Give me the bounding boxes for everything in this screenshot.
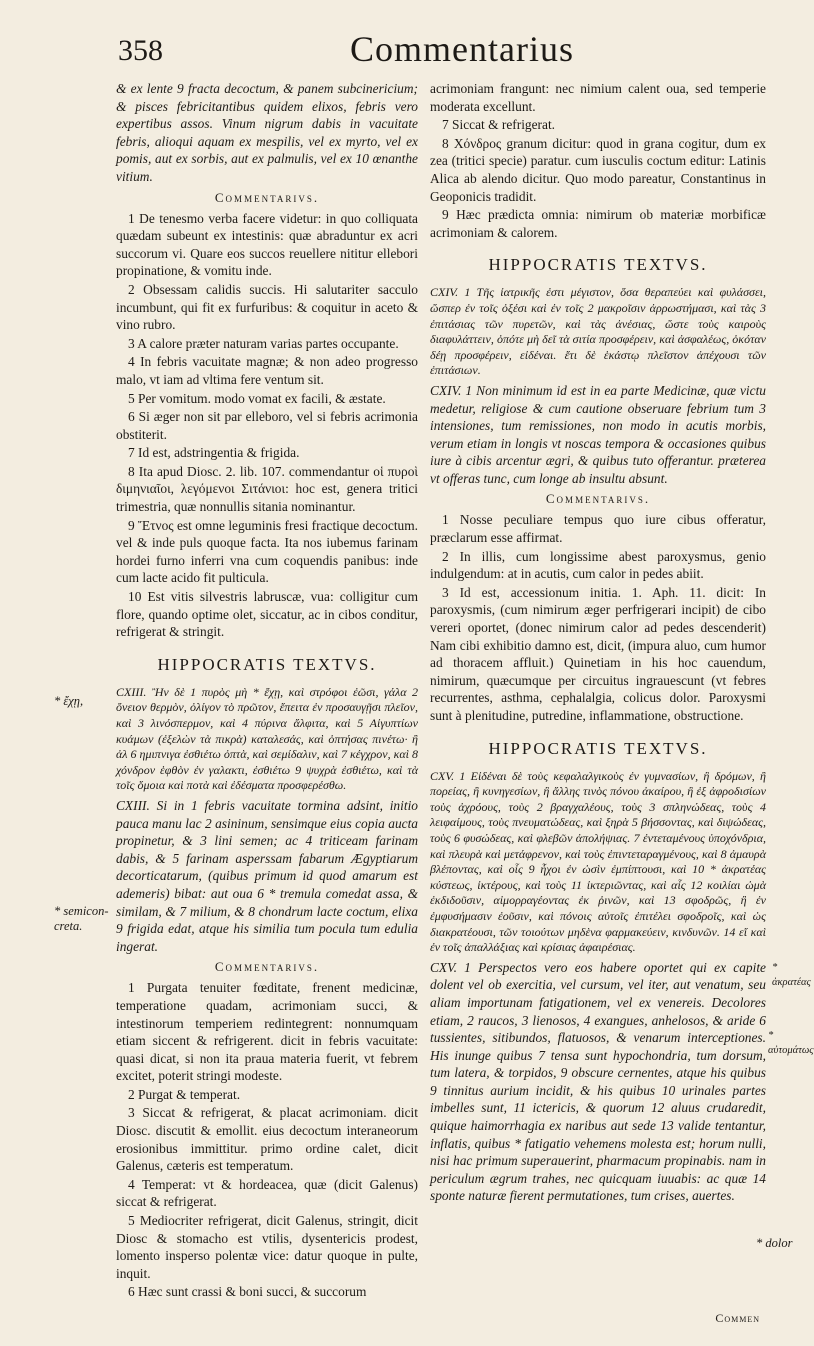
hippocratis-heading-right-2: HIPPOCRATIS TEXTVS. [488, 738, 708, 758]
margin-note-right-greek-2: * αὐτομάτως [768, 1030, 814, 1056]
commentary-item: 9 Hæc prædicta omnia: nimirum ob materiæ morbificæ acrimoniam & calorem. [430, 207, 766, 240]
margin-note-dolor: * dolor [756, 1236, 793, 1250]
hippocratis-heading-left: HIPPOCRATIS TEXTVS. [157, 654, 377, 674]
commentary-item: 3 Siccat & refrigerat, & placat acrimoniam. dicit Diosc. discutit & emollit. eius decoctum interaneorum erosionibus immittitur. primo ordine calet, dicit Galenus, cæteris est temperatum. [116, 1105, 418, 1174]
commentary-item: 7 Siccat & refrigerat. [442, 117, 556, 133]
right-column [430, 80, 766, 1208]
margin-note-greek: * ἔχῃ, [54, 694, 84, 708]
greek-text-cxiii: CXIII. Ἢν δὲ 1 πυρὸς μὴ * ἔχῃ, καὶ στρόφοι ἐῶσι, γάλα 2 ὄνειον θερμὸν, ὀλίγον τὸ πρῶτον, ἔπειτα ἐν προσαυγῇσι πλεῖον, καὶ 3 λινόσπερμον, καὶ 4 πύρινα ἄλφιτα, καὶ 5 Αἰγυπτίων κυάμων (ἐξελὼν τὰ πικρὰ) καταλεσάς, καὶ ὁπτήσας πινέτω· ἢ ἀλ 6 ημιπνιγα ἐσθιέτω ὀπτὰ, καὶ σεμίδαλιν, καὶ 7 κέγχρον, καὶ 8 χόνδρον ἑφθὸν ἐν γαλακτι, ἐσθιέτω 9 ψυχρὰ ἐσθιέτω, καὶ τὰ τοῖς ὅμοια καὶ ποτὰ καὶ ἐδέσματα προσφερέσθω. [116, 684, 418, 793]
latin-text-cxiv: CXIV. 1 Non minimum id est in ea parte Medicinæ, quæ victu medetur, religiose & cum cautione obseruare febrium tum 3 intensiones, tum remissiones, non modo in acutis morbis, verum etiam in longis vt noscas tempora & occasiones quibus iure à cibis arcentur ægri, & quibus tuto offerantur. præterea vt offeras tunc, cum longe ab insultu absunt. [430, 382, 766, 486]
commentary-heading-1: Commentarivs. [214, 189, 320, 205]
commentary-item: 1 De tenesmo verba facere videtur: in quo colliquata quædam subeunt ex intestinis: quæ abraduntur ex acri succorum vi. Quare eos succos reuellere nititur ellebori propinatione, & vomitu inde. [116, 210, 418, 279]
commentary-item: 7 Id est, adstringentia & frigida. [128, 445, 300, 461]
commentary-item: 2 Obsessam calidis succis. Hi salutariter sacculo incumbunt, qui fit ex furfuribus: & coquitur in aceto & vino rubro. [116, 281, 418, 333]
left-top-text: & ex lente 9 fracta decoctum, & panem subcinericium; & pisces febricitantibus quidem elixos, febris vero expertibus assos. Vinum nigrum dabis in vacuitate febris, alioqui aquam ex mespilis, vel ex myrto, vel ex pomis, aut ex sorbis, aut ex palmulis, vel ex 10 œnanthe vitium. [116, 81, 418, 184]
commentary-item: 5 Per vomitum. modo vomat ex facili, & æstate. [128, 390, 386, 406]
commentary-item: 8 Χόνδρος granum dicitur: quod in grana cogitur, dum ex zea (tritici specie) paratur. cum iusculis coctum editur: Latinis Alica ab alendo dicitur. Quo modo pareatur, Constantinus in Geoponicis tradidit. [430, 135, 766, 204]
latin-text-cxv: CXV. 1 Perspectos vero eos habere oportet qui ex capite dolent vel ob exercitia, vel cursum, vel iter, aut venatum, seu aliam importunam fatigationem, vel ex venereis. Decolores etiam, 2 raucos, 3 lienosos, 4 exangues, anhelosos, & aride 6 tussientes, sitibundos, flatuosos, & venarum interceptiones. His inunge quibus 7 tensa sunt hypochondria, tum dorsum, tum latera, & torpidos, 9 obscure cernentes, atque his quibus 9 tinnitus aurium incidit, & his quibus 10 urinales partes imbelles sunt, 11 ictericis, & quorum 12 aluus crudaredit, quique haimorrhagia ex naribus aut sede 13 valide tentantur, inflatis, quibus * fatigatio vehemens molesta est; horum nulli, nisi hac primum superauerint, pharmacum propinabis. nam in periculum ægrum trahes, nec quicquam iuuabis: ac quæ 14 sponte naturæ fierent permutationes, tum crises, auertes. [430, 959, 766, 1204]
page-header [118, 28, 758, 78]
commentary-item: 1 Purgata tenuiter fœditate, frenent medicinæ, temperatione quadam, acrimoniam succi, & intestinorum temperiem redintegrent: nonnumquam etiam siccent & refrigerent. dicit in febris vacuitate: quasi dicat, si non ita praua materia fuerit, vt febrem excitet, poterit stringi modeste. [116, 980, 418, 1084]
commentary-heading-3: Commentarivs. [545, 491, 651, 507]
commentary-item: 1 Nosse peculiare tempus quo iure cibus offeratur, præclarum esse affirmat. [430, 512, 766, 546]
latin-text-cxiii: CXIII. Si in 1 febris vacuitate tormina adsint, initio pauca manu lac 2 asininum, sensimque eius copia aucta propinetur, & 3 lini semen; ac 4 triticeam farinam dabis, & 5 farinam asperssam fabarum Ægyptiarum decorticatarum, (quibus primum id quod amarum est ademeris) bibat: aut oua 6 * tremula comedat assa, & similam, & 7 milium, & 8 chondrum lacte coctum, elixa 9 frigida edat, atque his similia tum pocula tum edulia ingerat. [116, 797, 418, 954]
commentary-heading-2: Commentarivs. [214, 959, 320, 975]
commentary-list-3 [430, 511, 766, 724]
right-top-list [430, 116, 766, 241]
commentary-item: 3 Id est, accessionum initia. 1. Aph. 11. dicit: In paroxysmis, (cum nimirum æger perfrigerari incipit) de cibo vereri oportet, (donec nimirum calor ad pedes descenderit) Nam cibi exhibitio damno est, dicit, (impura aluo, cum humor ad thoracem affluit.) Quinetiam in his hoc cauendum, nimirum, quæcumque per circuitus ingrauescunt (vt febres recurrentes, asthma, cephalalgia, colicus dolor. Paroxysmi sunt à plenitudine, putredine, inflammatione, obstructione. [430, 584, 766, 723]
commentary-list-2 [116, 979, 418, 1301]
commentary-item: 9 Ἔτνος est omne leguminis fresi fractique decoctum. vel & inde puls quoque facta. Ita nos iubemus farinam hordei furno inferri vna cum coquendis panibus: inde cum lacte acido fit pulticula. [116, 517, 418, 586]
left-column [116, 80, 418, 1302]
commentary-item: 6 Si æger non sit par elleboro, vel si febris acrimonia obstiterit. [116, 409, 418, 442]
catchword: Commen [715, 1311, 760, 1325]
commentary-item: 6 Hæc sunt crassi & boni succi, & succorum [128, 1284, 367, 1300]
commentary-item: 2 Purgat & temperat. [128, 1086, 241, 1102]
margin-note-right-greek-1: * ἀκρατέας [772, 962, 811, 988]
commentary-item: 4 Temperat: vt & hordeacea, quæ (dicit Galenus) siccat & refrigerat. [116, 1176, 418, 1210]
commentary-item: 5 Mediocriter refrigerat, dicit Galenus, stringit, dicit Diosc & stomacho est vtilis, dysentericis prodest, lomento insperso polentæ vice: datur quoque in pulte, inquit. [116, 1213, 418, 1281]
hippocratis-heading-right-1: HIPPOCRATIS TEXTVS. [488, 255, 708, 275]
commentary-item: 8 Ita apud Diosc. 2. lib. 107. commendantur οἱ πυροὶ διμηνιαῖοι, λεγόμενοι Σιτάνιοι: hoc est, genera tritici trimestria, quæ nonnullis sitania nominantur. [116, 463, 418, 515]
right-top-text: acrimoniam frangunt: nec nimium calent oua, sed temperie moderata excellunt. [430, 81, 766, 114]
margin-note-semiconcreta: * semicon- creta. [54, 904, 109, 933]
greek-text-cxv: CXV. 1 Εἰδέναι δὲ τοὺς κεφαλαλγικοὺς ἐν γυμνασίων, ἢ δρόμων, ἢ πορείας, ἢ κυνηγεσίων, ἢ ἄλλης τινὸς πόνου ἀκαίρου, ἢ ἐξ ἀφροδισίων τοὺς ἀχρόους, τοὺς 2 βραγχαλέους, τοὺς 3 σπληνώδεας, τοὺς 4 λειφαίμους, τοὺς πνευματώδεας, καὶ ξηρὰ 5 βήσσοντας, καὶ διψώδεας, τοὺς 6 φυσώδεας, καὶ φλεβῶν ἀπολήψιας. 7 ἐντεταμένους ὑποχόνδρια, καὶ πλευρὰ καὶ μετάφρενον, καὶ τοὺς ἐπιντεταραγμένους, καὶ 8 ἀμαυρὰ βλέποντας, καὶ οἷς 9 ἦχοι ἐν ὠσὶν ἐμπίπτουσι, καὶ 10 * ἀκρατέας κύστεως, ἰκτέρους, καὶ τοὺς 11 ἰκτεριῶντας, καὶ αἷς 12 κοιλίαι ὠμὰ ἐκδιδοῦσιν, αἱμορραγέοντας ἐκ ῥινῶν, καὶ 13 σφοδρῶς, ἢ ἐν ἐμφυσήμασιν ἐοῦσιν, καὶ πόνοις αὐτοῖς ἐπιτέλει σφοδροῖς, καὶ ὡς διακρατέουσι, τῶν τοιούτων μηδὲνα φαρμακεύειν, κινδυνῶν. 14 εἴ καὶ ἐν τοῖς ἀπαλλάξιας καὶ κρίσιας ἀφαιρέσιας. [430, 768, 766, 955]
greek-text-cxiv: CXIV. 1 Τῆς ἰατρικῆς ἐστι μέγιστον, ὅσα θεραπεύει καὶ φυλάσσει, ὥσπερ ἐν τοῖς ὀξέσι καὶ ἐν τοῖς 2 μακροῖσιν ἀρρωστήμασι, καὶ τὰς 3 ἐπιτάσιας τῶν πυρετῶν, καὶ τὰς ἀνέσιας, ὥστε τοὺς καιροὺς διαφυλάττειν, ὁπότε μὴ δεῖ τὰ σιτία προσφέρειν, καὶ ἀσφαλέως, ὁκόταν δέῃ προσφέρειν, εἰδέναι. ἔτι δὲ ἑκάστῳ πλεῖστον ἀπέχουσι τῶν ἐπιτάσιων. [430, 285, 766, 378]
commentary-item: 4 In febris vacuitate magnæ; & non adeo progresso malo, vt iam ad vltima fere ventum sit. [116, 354, 418, 387]
commentary-item: 10 Est vitis silvestris labruscæ, vua: colligitur cum flore, quando optime olet, siccatur, ac in cibos conditur, refrigerat & stringit. [116, 589, 418, 640]
commentary-item: 2 In illis, cum longissime abest paroxysmus, genio indulgendum: at in acutis, cum calor in pedes abiit. [430, 548, 766, 582]
running-title: Commentarius [350, 29, 574, 69]
commentary-list-1 [116, 210, 418, 641]
page-number: 358 [118, 34, 163, 67]
commentary-item: 3 A calore præter naturam varias partes occupante. [128, 335, 399, 351]
